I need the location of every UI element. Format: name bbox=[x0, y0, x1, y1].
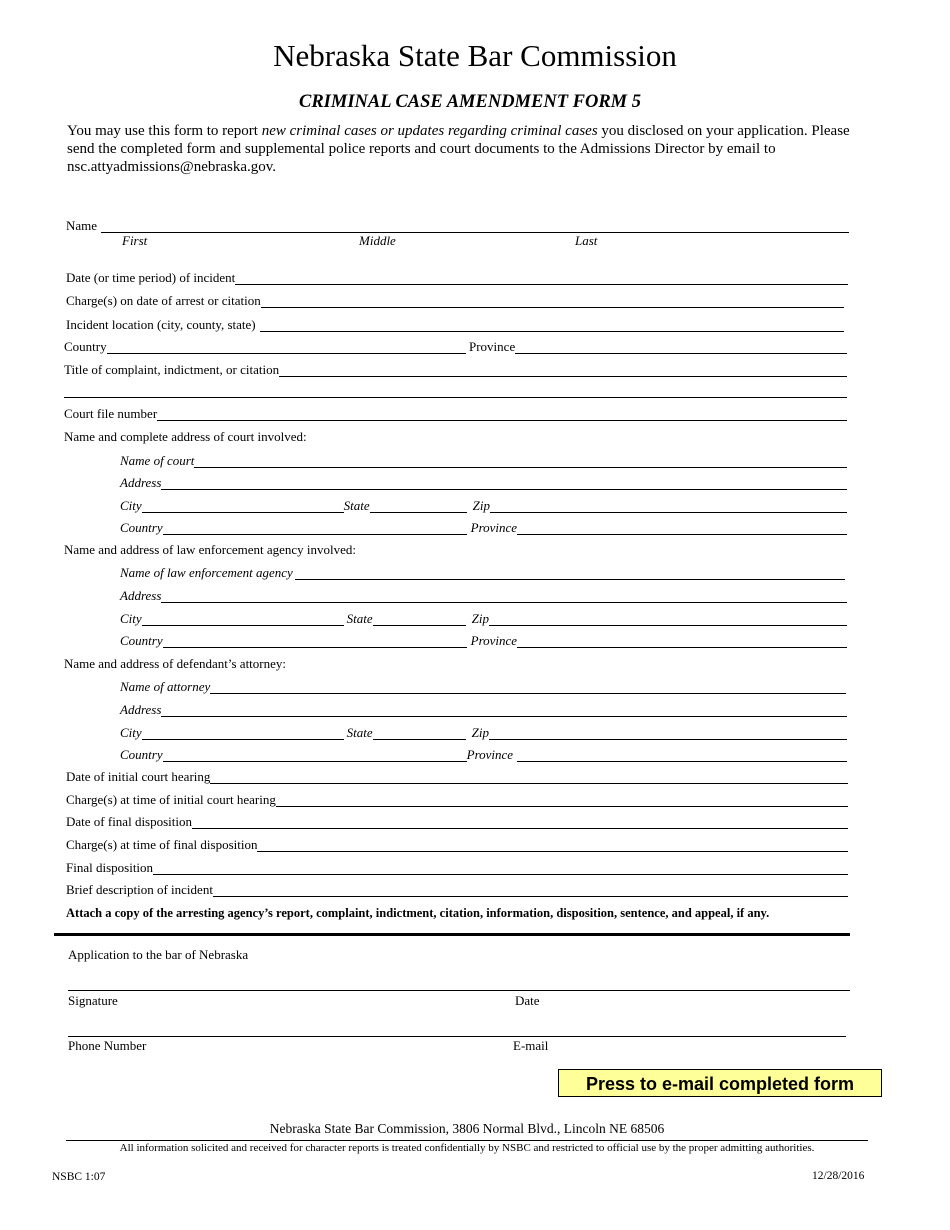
page-title: Nebraska State Bar Commission bbox=[273, 38, 677, 73]
attach-note: Attach a copy of the arresting agency’s report, complaint, indictment, citation, information, disposition, sentence, and appeal, if any. bbox=[66, 906, 770, 920]
complaint-title-row bbox=[64, 361, 847, 377]
charges-initial-label: Charge(s) at time of initial court hearing bbox=[66, 792, 276, 807]
agency-heading: Name and address of law enforcement agency involved: bbox=[64, 542, 357, 557]
incident-location-row bbox=[66, 316, 844, 332]
name-last-caption: Last bbox=[575, 233, 598, 248]
attorney-city-label: City bbox=[120, 725, 142, 740]
final-disposition-field[interactable] bbox=[153, 862, 848, 875]
court-country-row bbox=[120, 519, 847, 535]
charges-final-field[interactable] bbox=[257, 839, 848, 852]
footer-confidentiality: All information solicited and received for character reports is treated confidentially by NSBC and restricted to official use by the proper admitting authorities. bbox=[119, 1142, 815, 1154]
agency-city-field[interactable] bbox=[142, 613, 344, 626]
incident-province-field[interactable] bbox=[515, 341, 847, 354]
charges-initial-field[interactable] bbox=[276, 794, 848, 807]
name-label: Name bbox=[66, 218, 98, 233]
agency-address-field[interactable] bbox=[161, 590, 847, 603]
agency-zip-field[interactable] bbox=[489, 613, 847, 626]
attorney-address-label: Address bbox=[120, 702, 162, 717]
attorney-zip-label: Zip bbox=[471, 725, 490, 740]
email-label: E-mail bbox=[513, 1038, 549, 1053]
complaint-title-field[interactable] bbox=[279, 364, 847, 377]
charges-final-label: Charge(s) at time of final disposition bbox=[66, 837, 258, 852]
phone-label: Phone Number bbox=[68, 1038, 147, 1053]
court-address-field[interactable] bbox=[161, 477, 847, 490]
attorney-country-field[interactable] bbox=[163, 749, 467, 762]
agency-country-field[interactable] bbox=[163, 635, 467, 648]
final-date-label: Date of final disposition bbox=[66, 814, 193, 829]
court-province-label: Province bbox=[470, 520, 518, 535]
initial-hearing-row bbox=[66, 768, 848, 784]
intro-text-1: You may use this form to report bbox=[67, 123, 262, 139]
agency-city-row bbox=[120, 610, 847, 626]
attorney-address-field[interactable] bbox=[161, 704, 847, 717]
footer-divider bbox=[66, 1140, 868, 1141]
incident-location-field[interactable] bbox=[260, 319, 844, 332]
court-state-field[interactable] bbox=[370, 500, 467, 513]
final-date-field[interactable] bbox=[192, 816, 848, 829]
incident-date-row bbox=[66, 269, 848, 285]
incident-location-label: Incident location (city, county, state) bbox=[66, 317, 256, 332]
attorney-country-row bbox=[120, 746, 847, 762]
attorney-name-label: Name of attorney bbox=[120, 679, 211, 694]
name-row bbox=[66, 217, 849, 233]
signature-label: Signature bbox=[68, 993, 118, 1008]
incident-country-row bbox=[64, 338, 466, 354]
court-address-label: Address bbox=[120, 475, 162, 490]
attorney-country-label: Country bbox=[120, 747, 163, 762]
name-field[interactable] bbox=[101, 220, 849, 233]
incident-province-row bbox=[469, 338, 847, 354]
incident-date-field[interactable] bbox=[235, 272, 848, 285]
description-row bbox=[66, 881, 848, 897]
court-city-field[interactable] bbox=[142, 500, 344, 513]
incident-country-label: Country bbox=[64, 339, 107, 354]
agency-state-field[interactable] bbox=[373, 613, 466, 626]
attorney-city-field[interactable] bbox=[142, 727, 344, 740]
intro-paragraph bbox=[67, 122, 867, 176]
court-zip-field[interactable] bbox=[490, 500, 847, 513]
application-label: Application to the bar of Nebraska bbox=[68, 947, 249, 962]
agency-country-label: Country bbox=[120, 633, 163, 648]
description-field[interactable] bbox=[213, 884, 848, 897]
incident-province-label: Province bbox=[469, 339, 516, 354]
court-file-label: Court file number bbox=[64, 406, 158, 421]
attorney-state-field[interactable] bbox=[373, 727, 466, 740]
attorney-state-label: State bbox=[346, 725, 373, 740]
court-country-label: Country bbox=[120, 520, 163, 535]
section-divider bbox=[54, 933, 850, 936]
court-state-label: State bbox=[343, 498, 370, 513]
agency-province-label: Province bbox=[470, 633, 518, 648]
footer-address: Nebraska State Bar Commission, 3806 Normal Blvd., Lincoln NE 68506 bbox=[269, 1121, 665, 1136]
attorney-name-field[interactable] bbox=[210, 681, 846, 694]
charges-initial-row bbox=[66, 791, 848, 807]
final-disposition-label: Final disposition bbox=[66, 860, 154, 875]
agency-address-label: Address bbox=[120, 588, 162, 603]
charges-arrest-label: Charge(s) on date of arrest or citation bbox=[66, 293, 261, 308]
court-country-field[interactable] bbox=[163, 522, 467, 535]
complaint-title-continuation-line[interactable] bbox=[64, 397, 847, 398]
name-first-caption: First bbox=[122, 233, 148, 248]
description-label: Brief description of incident bbox=[66, 882, 213, 897]
attorney-name-row bbox=[120, 678, 846, 694]
charges-final-row bbox=[66, 836, 848, 852]
agency-state-label: State bbox=[346, 611, 373, 626]
agency-zip-label: Zip bbox=[471, 611, 490, 626]
initial-hearing-label: Date of initial court hearing bbox=[66, 769, 211, 784]
final-disposition-row bbox=[66, 859, 848, 875]
court-province-field[interactable] bbox=[517, 522, 847, 535]
signature-line[interactable] bbox=[68, 990, 850, 991]
court-heading: Name and complete address of court involved: bbox=[64, 429, 307, 444]
court-address-row bbox=[120, 474, 847, 490]
incident-country-field[interactable] bbox=[107, 341, 466, 354]
agency-name-field[interactable] bbox=[295, 567, 845, 580]
email-form-button[interactable]: Press to e-mail completed form bbox=[558, 1069, 882, 1097]
revision-date: 12/28/2016 bbox=[812, 1170, 865, 1182]
charges-arrest-field[interactable] bbox=[261, 295, 844, 308]
form-subtitle: CRIMINAL CASE AMENDMENT FORM 5 bbox=[299, 92, 641, 112]
attorney-heading: Name and address of defendant’s attorney: bbox=[64, 656, 287, 671]
attorney-province-field[interactable] bbox=[517, 749, 847, 762]
name-middle-caption: Middle bbox=[359, 233, 396, 248]
court-city-label: City bbox=[120, 498, 142, 513]
complaint-title-label: Title of complaint, indictment, or citation bbox=[64, 362, 280, 377]
court-city-row bbox=[120, 497, 847, 513]
court-file-row bbox=[64, 405, 847, 421]
agency-country-row bbox=[120, 632, 847, 648]
court-name-label: Name of court bbox=[120, 453, 195, 468]
court-file-field[interactable] bbox=[157, 408, 847, 421]
intro-text-emphasis: new criminal cases or updates regarding criminal cases bbox=[261, 123, 598, 139]
agency-province-field[interactable] bbox=[517, 635, 847, 648]
agency-address-row bbox=[120, 587, 847, 603]
attorney-zip-field[interactable] bbox=[489, 727, 847, 740]
attorney-province-label: Province bbox=[466, 747, 514, 762]
court-name-field[interactable] bbox=[194, 455, 847, 468]
phone-email-line[interactable] bbox=[68, 1036, 846, 1037]
agency-name-row bbox=[120, 564, 845, 580]
attorney-address-row bbox=[120, 701, 847, 717]
attorney-city-row bbox=[120, 724, 847, 740]
final-date-row bbox=[66, 813, 848, 829]
agency-city-label: City bbox=[120, 611, 142, 626]
incident-date-label: Date (or time period) of incident bbox=[66, 270, 236, 285]
intro-text-2: you disclosed on your application. Please send the completed form and supplemental police reports and court documents to the Admissions Director by email to nsc.attyadmissions@nebraska.gov. bbox=[67, 123, 850, 175]
form-code: NSBC 1:07 bbox=[52, 1171, 106, 1183]
charges-arrest-row bbox=[66, 292, 844, 308]
date-label: Date bbox=[515, 993, 540, 1008]
initial-hearing-field[interactable] bbox=[210, 771, 848, 784]
court-zip-label: Zip bbox=[472, 498, 491, 513]
agency-name-label: Name of law enforcement agency bbox=[120, 565, 293, 580]
court-name-row bbox=[120, 452, 847, 468]
